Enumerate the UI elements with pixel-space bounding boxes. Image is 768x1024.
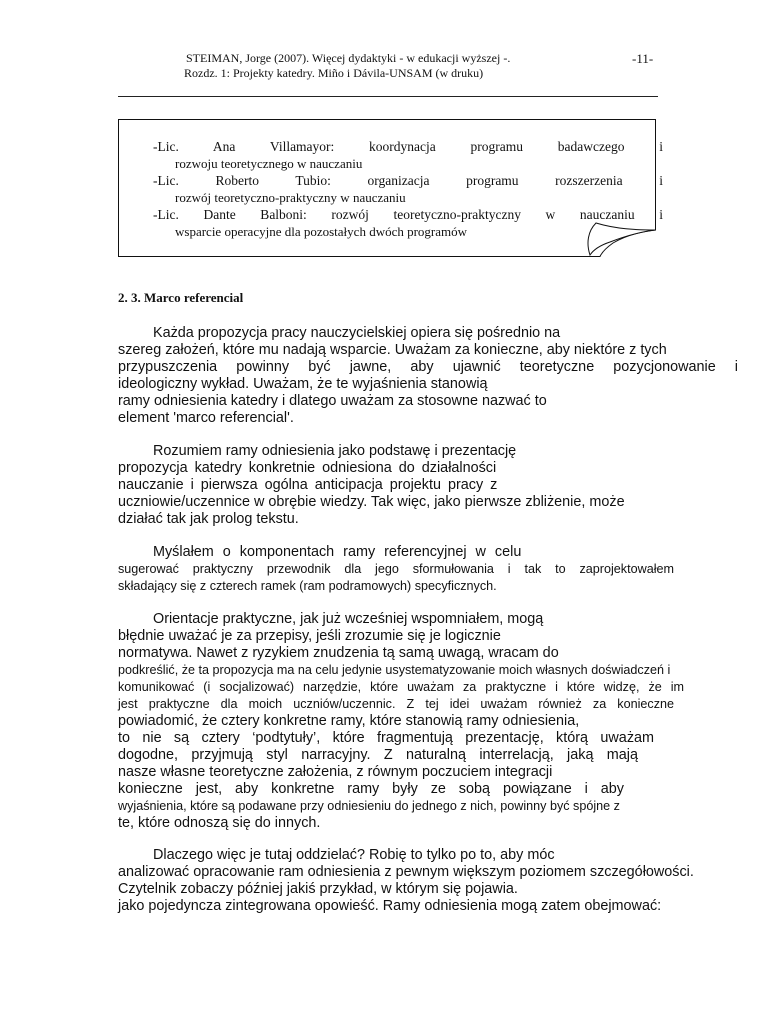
text-line: jest praktyczne dla moich uczniów/uczennic. Z tej idei uważam również za konieczne	[118, 697, 674, 711]
text-line: te, które odnoszą się do innych.	[118, 815, 321, 831]
text-line: analizować opracowanie ram odniesienia z pewnym większym poziomem szczegółowości.	[118, 864, 694, 880]
text-line: normatywa. Nawet z ryzykiem znudzenia tą samą uwagą, wracam do	[118, 645, 559, 661]
box-list-item	[153, 138, 663, 172]
text-line: Dlaczego więc je tutaj oddzielać? Robię to tylko po to, aby móc	[153, 847, 555, 863]
text-line: ramy odniesienia katedry i dlatego uważam za stosowne nazwać to	[118, 393, 547, 409]
text-line: ideologiczny wykład. Uważam, że te wyjaśnienia stanowią	[118, 376, 488, 392]
text-line: komunikować (i socjalizować) narzędzie, które uważam za praktyczne i które widzę, że im	[118, 680, 684, 694]
box-item-continuation: rozwój teoretyczno-praktyczny w nauczaniu	[175, 190, 406, 205]
text-line: jako pojedyncza zintegrowana opowieść. Ramy odniesienia mogą zatem obejmować:	[118, 898, 662, 914]
paragraph-5	[118, 847, 738, 915]
text-line: błędnie uważać je za przepisy, jeśli zrozumie się je logicznie	[118, 628, 501, 644]
box-item-continuation: wsparcie operacyjne dla pozostałych dwóch programów	[175, 224, 468, 239]
text-line: Czytelnik zobaczy później jakiś przykład, w którym się pojawia.	[118, 881, 518, 897]
text-line: działać tak jak prolog tekstu.	[118, 511, 299, 527]
text-line: nasze własne teoretyczne założenia, z równym poczuciem integracji	[118, 764, 553, 780]
paragraph-2	[118, 443, 738, 528]
page-number: -11-	[632, 51, 654, 66]
text-line: Myślałem o komponentach ramy referencyjnej w celu	[153, 544, 522, 560]
text-line: Każda propozycja pracy nauczycielskiej opiera się pośrednio na	[153, 325, 561, 341]
text-line: propozycja katedry konkretnie odniesiona do działalności	[118, 460, 497, 476]
text-line: dogodne, przyjmują styl narracyjny. Z naturalną interrelacją, jaką mają	[118, 747, 638, 763]
text-line: przypuszczenia powinny być jawne, aby ujawnić teoretyczne pozycjonowanie i	[118, 359, 738, 375]
paragraph-1	[118, 325, 738, 427]
header-rule	[118, 96, 658, 97]
header-citation-line-1: STEIMAN, Jorge (2007). Więcej dydaktyki - w edukacji wyższej -.	[186, 51, 511, 65]
text-line: podkreślić, że ta propozycja ma na celu jedynie usystematyzowanie moich własnych doświadczeń i	[118, 663, 671, 677]
paragraph-3	[118, 544, 738, 595]
team-roles-box	[118, 119, 663, 257]
box-item-lead: -Lic. Roberto Tubio: organizacja programu rozszerzenia i	[153, 173, 663, 188]
text-line: nauczanie i pierwsza ogólna anticipacja projektu pracy z	[118, 477, 498, 493]
text-line: sugerować praktyczny przewodnik dla jego sformułowania i tak to zaprojektowałem	[118, 562, 674, 576]
box-list-item	[153, 206, 663, 240]
text-line: wyjaśnienia, które są podawane przy odniesieniu do jednego z nich, powinny być spójne z	[118, 799, 620, 813]
text-line: Rozumiem ramy odniesienia jako podstawę i prezentację	[153, 443, 517, 459]
box-item-continuation: rozwoju teoretycznego w nauczaniu	[175, 156, 363, 171]
paragraph-4	[118, 611, 738, 832]
text-line: składający się z czterech ramek (ram podramowych) specyficznych.	[118, 579, 497, 593]
text-line: element 'marco referencial'.	[118, 410, 294, 426]
text-line: konieczne jest, aby konkretne ramy były ze sobą powiązane i aby	[118, 781, 624, 797]
text-line: uczniowie/uczennice w obrębie wiedzy. Tak więc, jako pierwsze zbliżenie, może	[118, 494, 625, 510]
text-line: Orientacje praktyczne, jak już wcześniej wspomniałem, mogą	[153, 611, 544, 627]
box-item-lead: -Lic. Ana Villamayor: koordynacja programu badawczego i	[153, 139, 663, 154]
section-title: 2. 3. Marco referencial	[118, 290, 244, 305]
text-line: szereg założeń, które mu nadają wsparcie. Uważam za konieczne, aby niektóre z tych	[118, 342, 667, 358]
box-list-item	[153, 172, 663, 206]
text-line: to nie są cztery ‘podtytuły’, które fragmentują prezentację, którą uważam	[118, 730, 654, 746]
header-citation-line-2: Rozdz. 1: Projekty katedry. Miño i Dávila-UNSAM (w druku)	[184, 66, 484, 80]
box-item-lead: -Lic. Dante Balboni: rozwój teoretyczno-praktyczny w nauczaniu i	[153, 207, 663, 222]
text-line: powiadomić, że cztery konkretne ramy, które stanowią ramy odniesienia,	[118, 713, 580, 729]
